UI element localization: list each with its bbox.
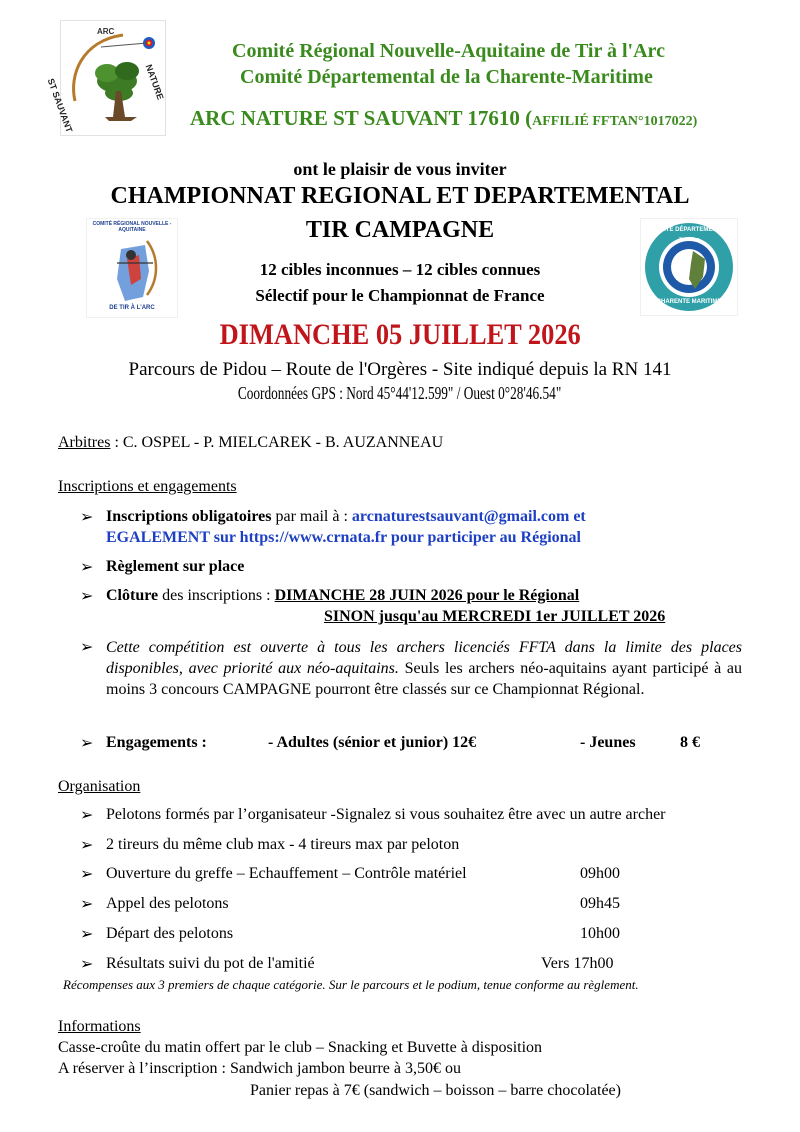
event-date-text: DIMANCHE 05 JUILLET 2026	[219, 318, 581, 351]
departmental-logo-bottom-text: CHARENTE MARITIME	[656, 299, 722, 305]
bullet-arrow-icon: ➢	[80, 926, 94, 943]
organisation-item-time: 09h00	[580, 865, 620, 882]
organisation-item-time: 10h00	[580, 925, 620, 942]
bullet-arrow-icon: ➢	[80, 588, 94, 605]
inscriptions-item-closing	[106, 586, 579, 606]
informations-line-basket: Panier repas à 7€ (sandwich – boisson – barre chocolatée)	[250, 1082, 621, 1099]
club-logo-right-text: NATURE	[143, 63, 166, 102]
event-place: Parcours de Pidou – Route de l'Orgères - Site indiqué depuis la RN 141	[128, 359, 672, 380]
inscriptions-item-eligibility	[106, 637, 742, 700]
organisation-item: 2 tireurs du même club max - 4 tireurs max par peloton	[106, 836, 460, 853]
bullet-arrow-icon: ➢	[80, 896, 94, 913]
organisation-item: Pelotons formés par l’organisateur -Signalez si vous souhaitez être avec un autre archer	[106, 806, 666, 823]
informations-line-sandwich: A réserver à l’inscription : Sandwich jambon beurre à 3,50€ ou	[58, 1060, 461, 1077]
fees-youth: - Jeunes	[580, 734, 636, 751]
organisation-item: Résultats suivi du pot de l'amitié	[106, 955, 315, 972]
regional-logo-top-text: COMITÉ RÉGIONAL NOUVELLE - AQUITAINE	[92, 221, 172, 233]
bullet-arrow-icon: ➢	[80, 639, 94, 656]
inscriptions-heading: Inscriptions et engagements	[58, 478, 237, 495]
regional-logo-bottom-text: DE TIR À L'ARC	[109, 305, 155, 311]
event-date	[0, 318, 800, 352]
arbitres-label: Arbitres	[58, 434, 111, 451]
departmental-logo-top-text: COMITÉ DÉPARTEMENTAL	[650, 227, 728, 233]
inscriptions-mandatory-text: par mail à :	[271, 508, 352, 525]
bullet-arrow-icon: ➢	[80, 509, 94, 526]
inscriptions-closing-date-regional: DIMANCHE 28 JUIN 2026 pour le Régional	[274, 587, 580, 604]
club-logo-top-text: ARC	[97, 27, 115, 36]
event-targets: 12 cibles inconnues – 12 cibles connues	[259, 260, 541, 279]
bullet-arrow-icon: ➢	[80, 735, 94, 752]
arbitres-line	[58, 433, 443, 453]
departmental-logo-number: 17	[677, 259, 690, 271]
inscriptions-item-mandatory	[106, 507, 586, 527]
header-club-name	[190, 106, 697, 131]
inscriptions-closing-label: Clôture	[106, 587, 159, 604]
header-club-name-text: ARC NATURE ST SAUVANT 17610 (	[190, 106, 533, 130]
club-logo-left-text: ST SAUVANT	[45, 77, 75, 134]
event-gps	[0, 383, 800, 404]
inscriptions-item-payment: Règlement sur place	[106, 558, 245, 575]
fees-label: Engagements :	[106, 734, 207, 751]
arbitres-names: : C. OSPEL - P. MIELCAREK - B. AUZANNEAU	[110, 434, 444, 451]
organisation-item-time: Vers 17h00	[541, 955, 614, 972]
contact-email-link[interactable]: arcnaturestsauvant@gmail.com et	[351, 508, 586, 525]
header-regional-committee: Comité Régional Nouvelle-Aquitaine de Tir à l'Arc	[232, 40, 665, 62]
departmental-logo-mid-text: Tir à l'Arc	[678, 237, 700, 243]
event-title-line1: CHAMPIONNAT REGIONAL ET DEPARTEMENTAL	[110, 183, 690, 209]
header-affiliation: AFFILIÉ FFTAN°1017022)	[532, 114, 698, 129]
organisation-item: Ouverture du greffe – Echauffement – Contrôle matériel	[106, 865, 467, 882]
inscriptions-website-link[interactable]: EGALEMENT sur https://www.crnata.fr pour participer au Régional	[106, 529, 581, 546]
organisation-item-time: 09h45	[580, 895, 620, 912]
bullet-arrow-icon: ➢	[80, 559, 94, 576]
invite-intro: ont le plaisir de vous inviter	[293, 159, 507, 179]
bullet-arrow-icon: ➢	[80, 956, 94, 973]
informations-heading: Informations	[58, 1018, 141, 1035]
organisation-awards-note: Récompenses aux 3 premiers de chaque catégorie. Sur le parcours et le podium, tenue conforme au règlement.	[63, 977, 639, 992]
informations-line-snacking: Casse-croûte du matin offert par le club – Snacking et Buvette à disposition	[58, 1039, 543, 1056]
fees-youth-price: 8 €	[680, 734, 700, 751]
bullet-arrow-icon: ➢	[80, 866, 94, 883]
organisation-heading: Organisation	[58, 778, 141, 795]
eligibility-italic-text: Cette compétition est ouverte à tous les archers licenciés FFTA dans la limite des places disponibles, avec priorité aux néo-aquitains.	[106, 639, 742, 677]
bullet-arrow-icon: ➢	[80, 807, 94, 824]
inscriptions-closing-date-other: SINON jusqu'au MERCREDI 1er JUILLET 2026	[324, 608, 666, 625]
organisation-item: Appel des pelotons	[106, 895, 229, 912]
eligibility-text: Seuls les archers néo-aquitains ayant participé à au moins 3 concours CAMPAGNE pourront être classés sur ce Championnat Régional.	[106, 660, 742, 698]
inscriptions-mandatory-label: Inscriptions obligatoires	[106, 508, 272, 525]
event-gps-text: Coordonnées GPS : Nord 45°44'12.599" / Ouest 0°28'46.54"	[238, 383, 562, 403]
club-logo	[45, 20, 166, 136]
organisation-item: Départ des pelotons	[106, 925, 234, 942]
event-title-line2: TIR CAMPAGNE	[305, 217, 495, 243]
bullet-arrow-icon: ➢	[80, 837, 94, 854]
header-departmental-committee: Comité Départemental de la Charente-Maritime	[240, 66, 653, 88]
inscriptions-closing-text: des inscriptions :	[158, 587, 275, 604]
event-selective: Sélectif pour le Championnat de France	[255, 286, 545, 305]
fees-adults: - Adultes (sénior et junior) 12€	[268, 734, 477, 751]
